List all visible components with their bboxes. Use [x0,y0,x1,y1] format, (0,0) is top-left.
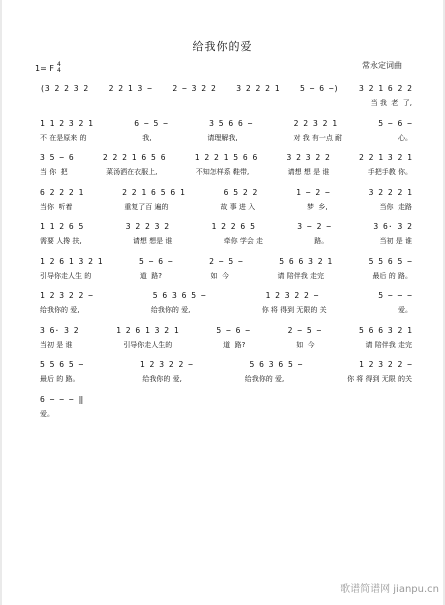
note-measure: 2 2 2 1 6 5 6 [102,153,166,162]
left-edge-shadow [0,0,2,605]
note-measure: 5 − − − [378,291,412,300]
notes-row [40,359,412,371]
note-measure: 5 6 6 3 2 1 [358,325,412,335]
note-measure: 3 6· 3 2 [40,325,79,335]
lyric-segment: 道 路? [223,340,246,349]
lyrics-row [40,97,412,109]
note-measure: 1 − 2 − [296,187,330,197]
score-line [40,83,412,117]
note-measure: 2 2 1 6 5 6 1 [122,187,185,197]
note-measure: 5 5 6 5 − [368,256,412,266]
note-measure: 3 5 − 6 [40,153,74,162]
note-measure: 1 2 3 2 2 − [139,360,193,369]
note-measure: 1 2 6 1 3 2 1 [116,325,179,335]
notes-row [40,394,412,406]
lyric-segment: 道 路? [139,271,162,280]
note-measure: 1 2 6 1 3 2 1 [40,256,103,266]
note-measure: 1 1 2 6 5 [40,222,84,231]
note-measure: 3 2 1 6 2 2 [358,84,412,93]
lyric-segment: 当 你 把 [40,168,68,176]
lyric-segment: 给我你的 爱, [40,306,80,314]
note-measure: 6 − 5 − [134,118,168,128]
note-measure: 1 1 2 3 2 1 [40,118,93,128]
lyric-segment: 给我你的 爱, [244,375,285,383]
lyric-segment: 不知怎样系 鞋带, [195,168,250,176]
note-measure: 5 − 6 − [216,325,251,335]
note-measure: 3 6· 3 2 [373,222,412,231]
note-measure: 5 − 6 − [139,256,173,266]
lyric-segment: 如 今 [210,271,229,280]
note-measure: 1 2 2 6 5 [211,222,255,231]
score-line [40,118,412,152]
lyric-segment: 重复了百 遍的 [124,202,169,211]
watermark: 歌谱简谱网 jianpu.cn [340,584,439,595]
score-line [40,187,412,221]
time-top: 4 [56,61,61,68]
notes-row [40,187,412,199]
note-measure: 5 6 3 6 5 − [152,291,206,300]
note-measure: 6 2 2 2 1 [40,187,84,197]
lyric-segment: 手把手教 你。 [367,168,412,176]
note-measure: 3 2 2 2 1 [368,187,412,197]
key-label: 1= F [35,63,54,73]
lyrics-row [40,235,412,247]
notes-row [40,152,412,164]
lyric-segment: 菜汤洒在衣服上, [106,168,158,176]
lyric-segment: 请想 想是 谁 [132,237,173,245]
lyric-segment: 爱。 [40,409,54,418]
key-signature [35,62,61,74]
note-measure: 5 − 6 −) [300,84,339,93]
lyrics-row [40,373,412,385]
note-measure: 3 − 2 − [297,222,332,231]
score-line [40,359,412,393]
time-signature [57,62,61,74]
lyric-segment: 你 将 得到 无限的 关 [261,306,327,314]
lyric-segment: 给我你的 爱, [150,306,191,314]
note-measure: 5 − 6 − [378,118,412,128]
score-line [40,221,412,255]
note-measure: 6 − − − ‖ [40,394,84,404]
lyrics-row [40,270,412,282]
notes-row [40,118,412,130]
notes-row [40,290,412,302]
score-line [40,290,412,324]
lyrics-row [40,304,412,316]
lyric-segment: 如 今 [296,340,315,349]
note-measure: 5 5 6 5 − [40,360,84,369]
composer-credit: 常永定词曲 [362,61,402,70]
note-measure: 2 2 1 3 − [108,84,152,93]
note-measure: 1 2 3 2 2 − [40,291,93,300]
notes-row [40,221,412,233]
lyric-segment: 引导你走人生 的 [40,271,92,280]
lyric-segment: 给我你的 爱, [142,375,182,383]
notes-row [40,83,412,95]
lyric-segment: 不 在是原来 的 [40,133,87,142]
lyric-segment: 我, [142,133,152,142]
lyrics-row [40,166,412,178]
note-measure: 6 5 2 2 [223,187,258,197]
lyric-segment: 对 我 有一点 耐 [293,133,343,142]
note-measure: 2 − 3 2 2 [172,84,216,93]
lyric-segment: 请 陪伴我 走完 [277,271,324,280]
note-measure: 5 6 6 3 2 1 [279,256,333,266]
lyrics-row [40,132,412,144]
note-measure: 3 2 2 2 1 [236,84,280,93]
lyric-segment: 请理解我, [207,133,238,142]
note-measure: 2 2 3 2 1 [293,118,338,128]
lyric-segment: 当你 走路 [379,202,412,211]
lyric-segment: 梦 乡, [306,202,328,211]
note-measure: 1 2 2 1 5 6 6 [194,153,258,162]
notes-row [40,256,412,268]
lyric-segment: 引导你走人生的 [123,340,173,349]
lyric-segment: 当初 是 谁 [379,237,412,245]
lyric-segment: 最后 的 路。 [40,375,80,383]
lyrics-row [40,201,412,213]
lyric-segment: 当你 听着 [40,202,73,211]
score-line [40,152,412,186]
lyric-segment: 牵你 学会 走 [223,237,264,245]
notes-row [40,325,412,337]
lyric-segment: 最后 的 路。 [372,271,412,280]
lyric-segment: 需要 人搀 扶, [40,237,82,245]
note-measure: 3 5 6 6 − [209,118,253,128]
score-line [40,256,412,290]
note-measure: 2 − 5 − [287,325,322,335]
note-measure: 3 2 2 3 2 [125,222,170,231]
lyrics-row [40,339,412,351]
lyric-segment: 当初 是 谁 [40,340,73,349]
lyric-segment: 请想 想 是 谁 [287,168,330,176]
lyric-segment: 心。 [397,133,412,142]
note-measure: 3 2 3 2 2 [286,153,330,162]
lyric-segment: 请 陪伴我 走完 [365,340,412,349]
lyric-segment: 故 事 进 入 [220,202,256,211]
lyric-segment: 爱。 [397,306,412,314]
note-measure: 1 2 3 2 2 − [359,360,412,369]
score-line [40,325,412,359]
score-line [40,394,412,428]
lyric-segment: 当 我 老 了, [370,99,412,107]
lyric-segment: 路。 [314,237,329,245]
song-title: 给我你的爱 [192,40,253,53]
note-measure: 2 2 1 3 2 1 [359,153,412,162]
note-measure: (3 2 2 3 2 [40,84,89,93]
note-measure: 2 − 5 − [209,256,243,266]
time-bottom: 4 [56,67,61,74]
lyric-segment: 你 将 得到 无限 的关 [347,375,412,383]
note-measure: 1 2 3 2 2 − [265,291,319,300]
note-measure: 5 6 3 6 5 − [249,360,303,369]
lyrics-row [40,408,412,420]
